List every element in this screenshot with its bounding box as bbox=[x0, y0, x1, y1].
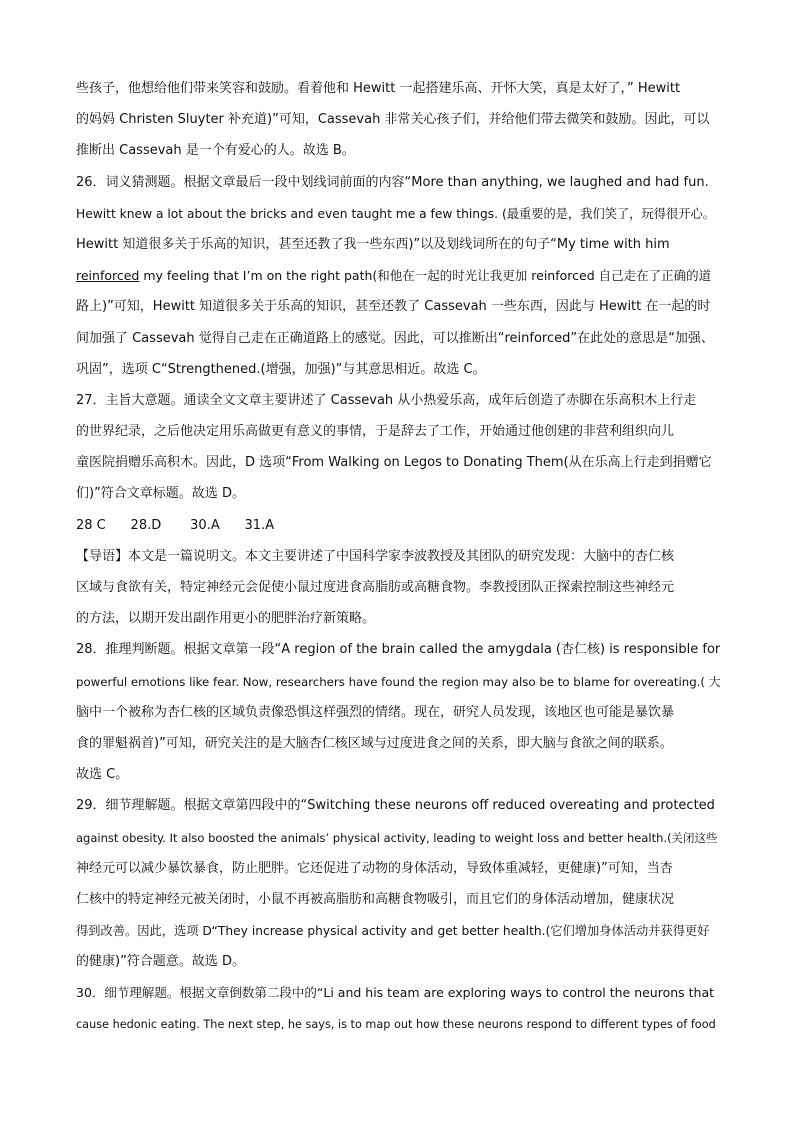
text-line: 的妈妈 Christen Sluyter 补充道)”可知，Cassevah 非常关心孩子们，并给他们带去微笑和鼓励。因此，可以 bbox=[76, 112, 710, 128]
text-line: 推断出 Cassevah 是一个有爱心的人。故选 B。 bbox=[76, 143, 355, 159]
text-line: 区域与食欲有关，特定神经元会促使小鼠过度进食高脂肪或高糖食物。李教授团队正探索控制这些神经元 bbox=[76, 580, 675, 595]
text-line: cause hedonic eating. The next step, he says, is to map out how these neurons respond to different types of food bbox=[76, 1017, 716, 1031]
text-line: 29．细节理解题。根据文章第四段中的“Switching these neurons off reduced overeating and protected bbox=[76, 798, 715, 814]
text-line: against obesity. It also boosted the animals’ physical activity, leading to weight loss and better health.(关闭这些 bbox=[76, 830, 718, 845]
text-line: powerful emotions like fear. Now, researchers have found the region may also be to blame for overeating.( 大 bbox=[76, 674, 720, 689]
text-line: 的方法，以期开发出副作用更小的肥胖治疗新策略。 bbox=[76, 611, 376, 627]
answer-explanation-text bbox=[76, 79, 720, 1046]
text-line: 脑中一个被称为杏仁核的区域负责像恐惧这样强烈的情绪。现在，研究人员发现，该地区也可能是暴饮暴 bbox=[76, 704, 675, 720]
text-line: 仁核中的特定神经元被关闭时，小鼠不再被高脂肪和高糖食物吸引，而且它们的身体活动增加，健康状况 bbox=[76, 891, 675, 907]
text-line: 故选 C。 bbox=[76, 767, 129, 783]
text-line: 【导语】本文是一篇说明文。本文主要讲述了中国科学家李波教授及其团队的研究发现：大脑中的杏仁核 bbox=[76, 548, 675, 564]
text-line: 28．推理判断题。根据文章第一段“A region of the brain called the amygdala (杏仁核) is responsible for bbox=[76, 642, 720, 658]
text-line: 26．词义猜测题。根据文章最后一段中划线词前面的内容“More than anything, we laughed and had fun. bbox=[76, 174, 709, 190]
text-line: 食的罪魁祸首)”可知，研究关注的是大脑杏仁核区域与过度进食之间的关系，即大脑与食欲之间的联系。 bbox=[76, 735, 673, 751]
text-line: Hewitt knew a lot about the bricks and even taught me a few things. (最重要的是，我们笑了，玩得很开心。 bbox=[76, 206, 715, 221]
text-line: 间加强了 Cassevah 觉得自己走在正确道路上的感觉。因此，可以推断出“reinforced”在此处的意思是“加强、 bbox=[76, 330, 714, 346]
answer-key-line: 28 C 28.D 30.A 31.A bbox=[76, 517, 275, 533]
text-line: 童医院捐赠乐高积木。因此，D 选项“From Walking on Legos to Donating Them(从在乐高上行走到捐赠它 bbox=[76, 455, 712, 471]
text-line: 30．细节理解题。根据文章倒数第二段中的“Li and his team are exploring ways to control the neurons that bbox=[76, 985, 715, 1001]
text-line-rest: my feeling that I’m on the right path(和他在一起的时光让我更加 reinforced 自己走在了正确的道 bbox=[139, 268, 712, 284]
text-line: 的健康)”符合题意。故选 D。 bbox=[76, 954, 245, 970]
text-line: Hewitt 知道很多关于乐高的知识，甚至还教了我一些东西)”以及划线词所在的句子“My time with him bbox=[76, 236, 670, 252]
text-line: 27．主旨大意题。通读全文文章主要讲述了 Cassevah 从小热爱乐高，成年后创造了赤脚在乐高积木上行走 bbox=[76, 392, 697, 408]
text-line: 得到改善。因此，选项 D“They increase physical activity and get better health.(它们增加身体活动并获得更好 bbox=[76, 924, 710, 939]
text-line: 些孩子，他想给他们带来笑容和鼓励。看着他和 Hewitt 一起搭建乐高、开怀大笑，真是太好了，” Hewitt bbox=[76, 81, 681, 96]
text-line: 神经元可以减少暴饮暴食，防止肥胖。它还促进了动物的身体活动，导致体重减轻，更健康)”可知，当杏 bbox=[76, 860, 673, 876]
text-line: 的世界纪录，之后他决定用乐高做更有意义的事情，于是辞去了工作，开始通过他创建的非营利组织向儿 bbox=[76, 424, 675, 440]
underlined-word: reinforced bbox=[76, 268, 140, 284]
text-line bbox=[76, 266, 720, 297]
text-line: 路上)”可知，Hewitt 知道很多关于乐高的知识，甚至还教了 Cassevah 一些东西，因此与 Hewitt 在一起的时 bbox=[76, 299, 711, 315]
text-line: 巩固”，选项 C“Strengthened.(增强，加强)”与其意思相近。故选 C。 bbox=[76, 361, 486, 377]
text-line: 们)”符合文章标题。故选 D。 bbox=[76, 486, 245, 502]
